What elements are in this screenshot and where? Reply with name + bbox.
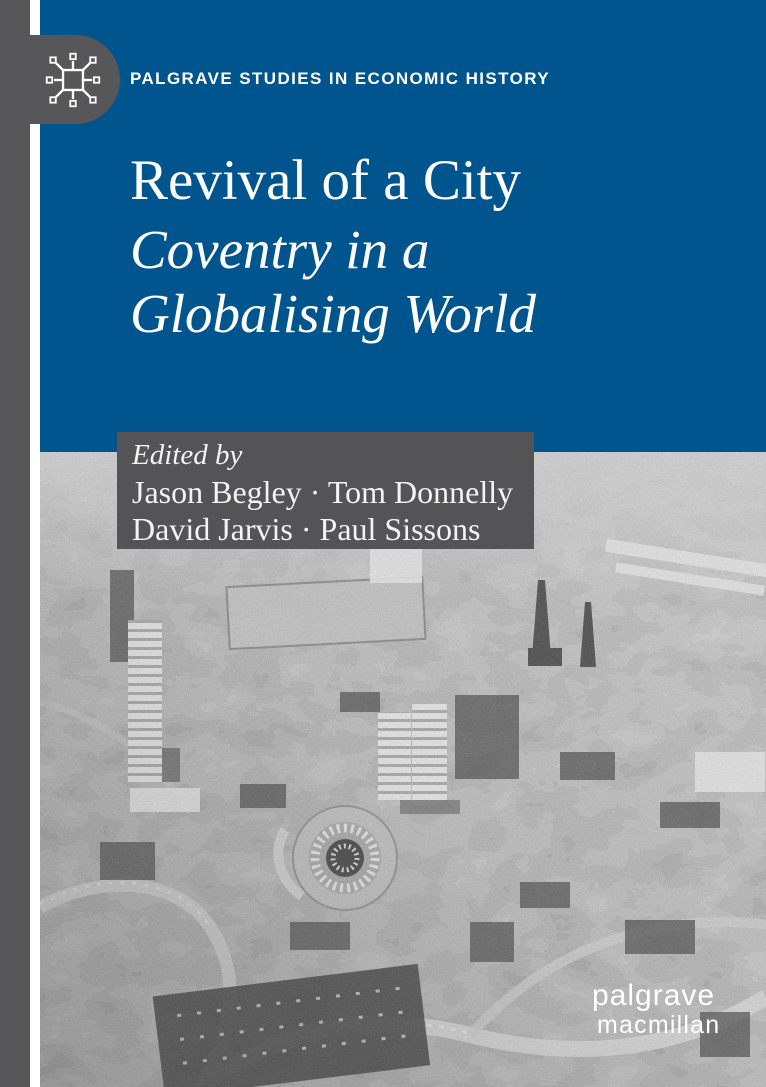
editors-box	[117, 432, 534, 549]
book-title: Revival of a City	[130, 149, 522, 212]
publisher-name-top: palgrave	[592, 979, 716, 1012]
series-title: PALGRAVE STUDIES IN ECONOMIC HISTORY	[130, 69, 551, 88]
series-tab	[28, 35, 120, 124]
book-subtitle-line-2: Globalising World	[130, 283, 536, 344]
edited-by-label: Edited by	[132, 439, 243, 471]
book-subtitle	[130, 218, 536, 346]
editors-line-2: David Jarvis · Paul Sissons	[132, 511, 481, 547]
publisher-name-bottom: macmillan	[597, 1011, 721, 1039]
spine-strip	[0, 0, 30, 1087]
cover-header-panel	[40, 0, 766, 452]
palgrave-macmillan-logo	[592, 981, 720, 1038]
book-subtitle-line-1: Coventry in a	[130, 219, 430, 280]
editors-line-1: Jason Begley · Tom Donnelly	[132, 474, 514, 510]
palgrave-series-network-icon	[44, 51, 102, 109]
